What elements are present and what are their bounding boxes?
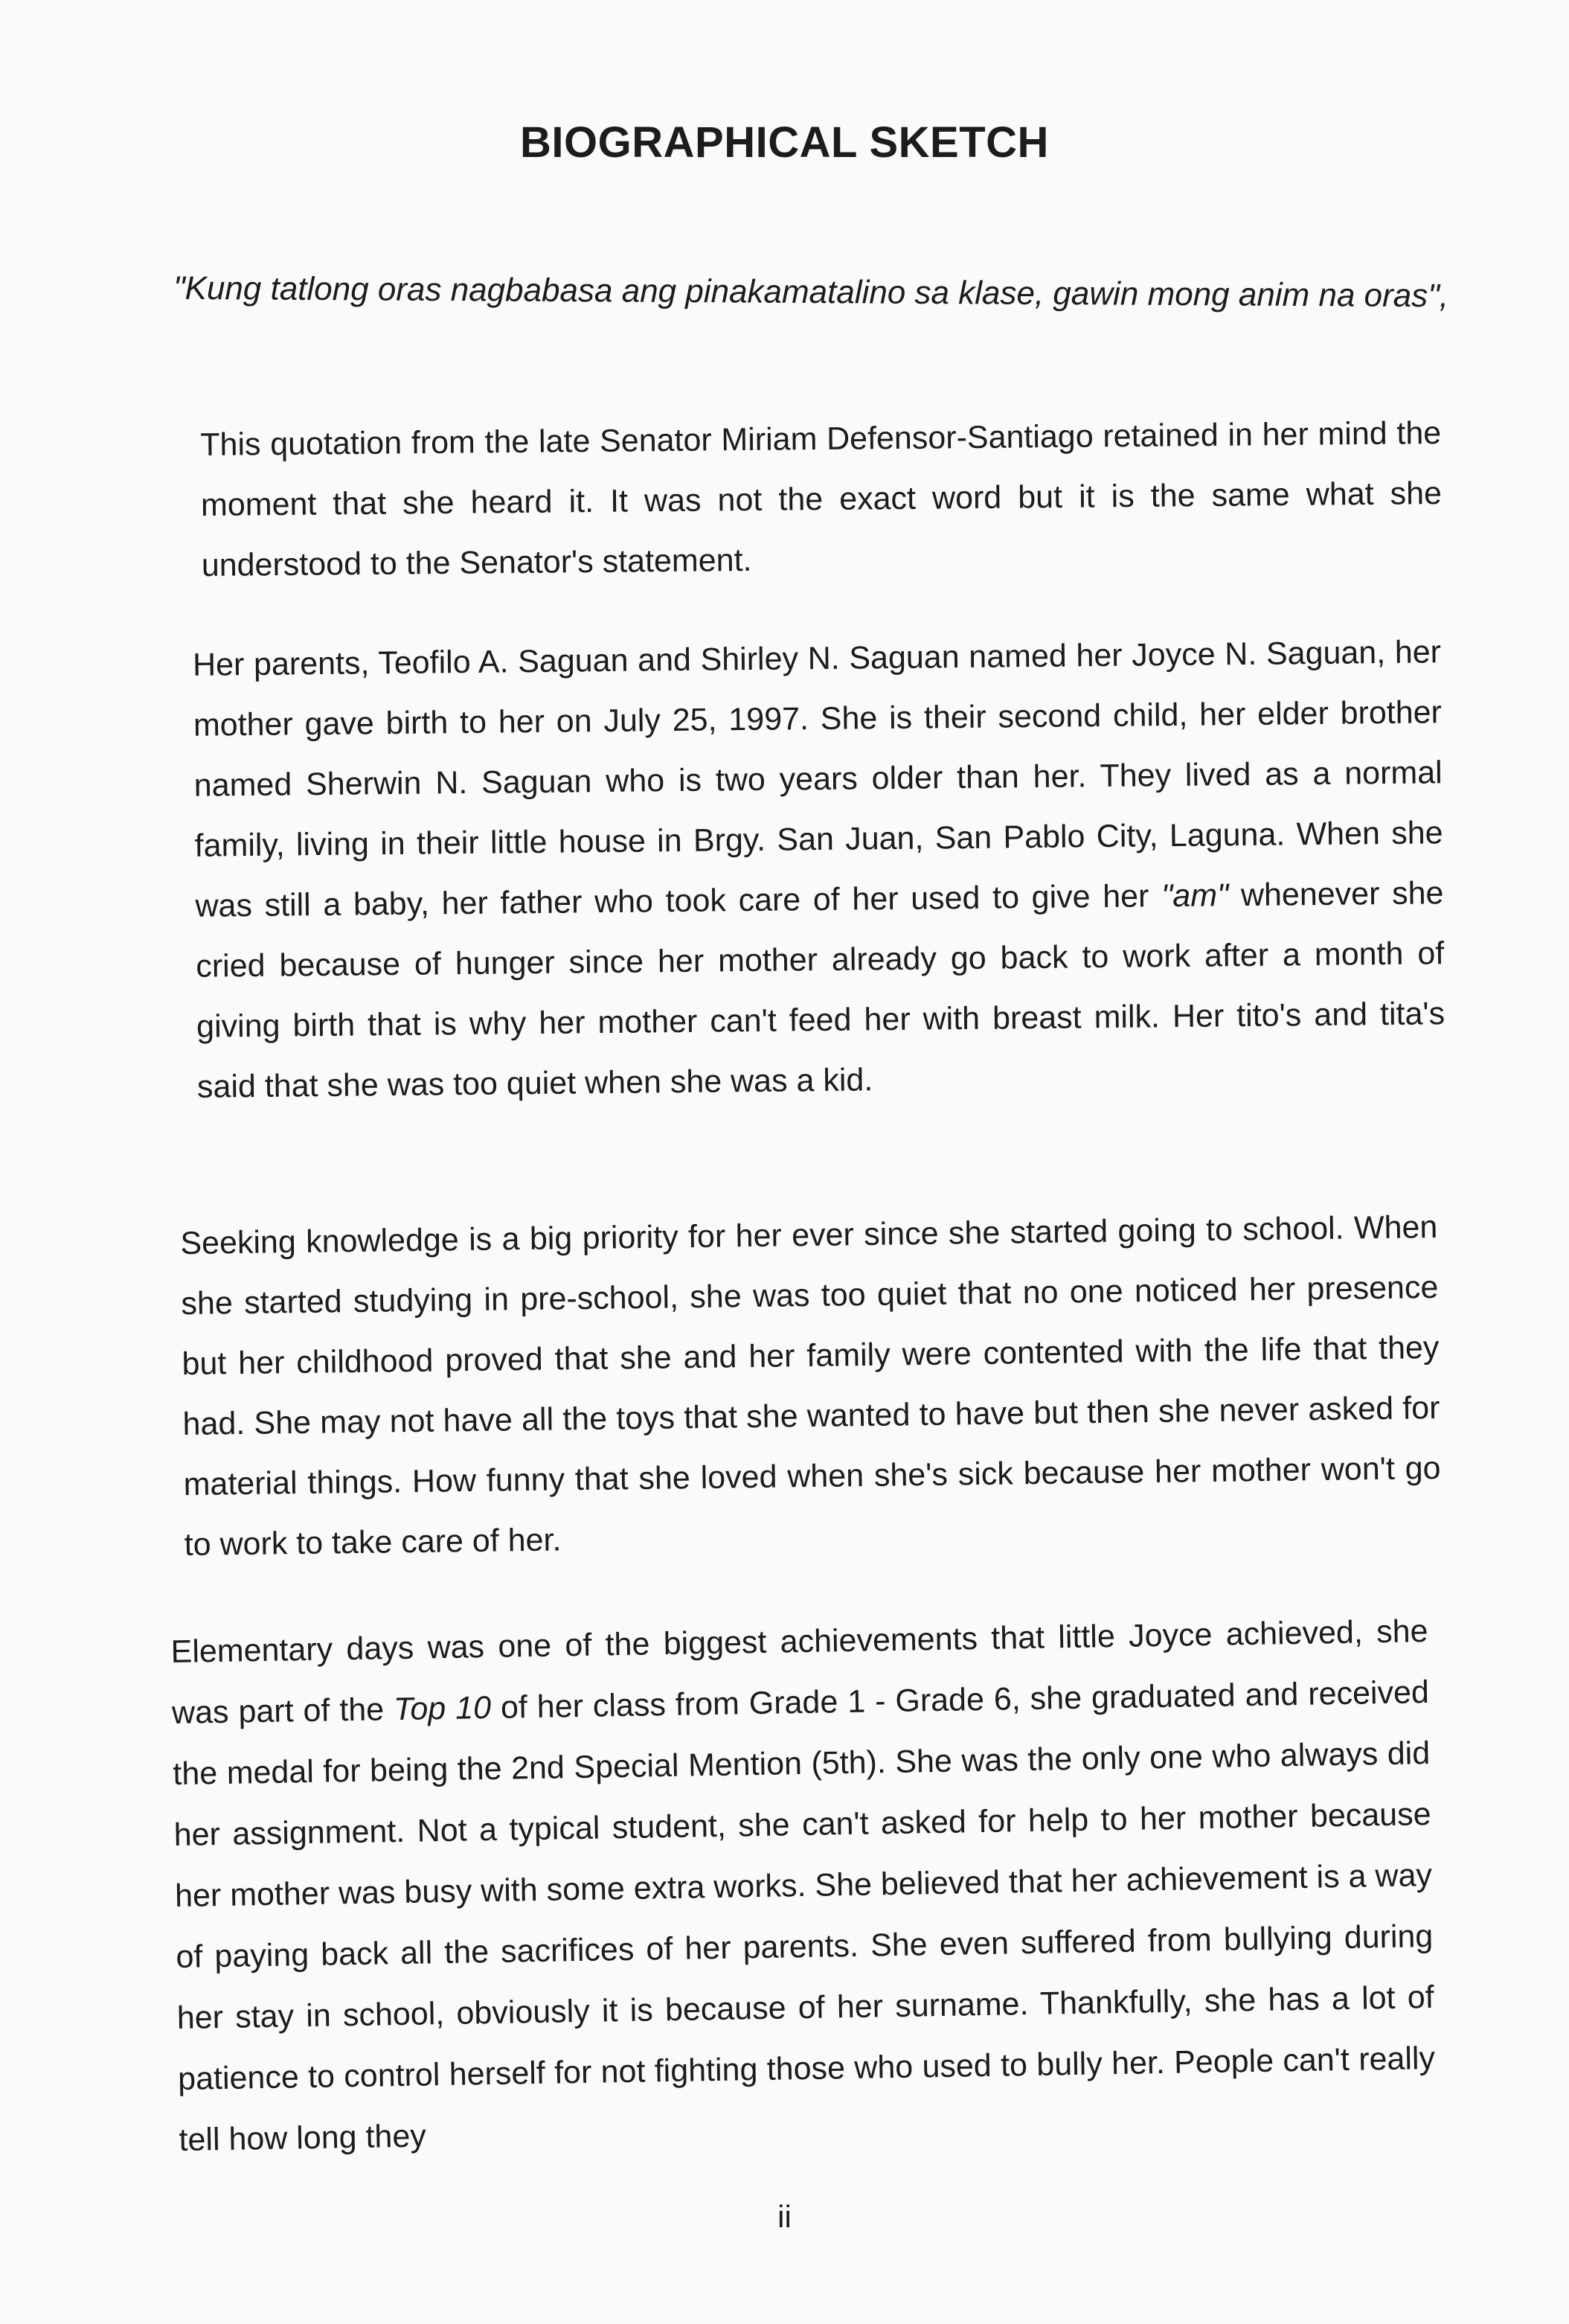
opening-quote: "Kung tatlong oras nagbabasa ang pinakamatalino sa klase, gawin mong anim na oras", [173, 269, 1449, 315]
page-number: ii [777, 2199, 792, 2234]
emphasized-word: "am" [1161, 877, 1229, 915]
paragraph-childhood: Seeking knowledge is a big priority for her ever since she started going to school. When she started studying in pre-school, she was too quiet that no one noticed her presence but her childhood proved that she and her family were contented with the life that they had. She may not have all the toys that she wanted to have but then she never asked for material things. How funny that she loved when she's sick because her mother won't go to work to take care of her. [180, 1209, 1441, 1563]
paragraph-text: whenever she cried because of hunger since her mother already go back to work after a month of giving birth that is why her mother can't feed her with breast milk. Her tito's and tita's said that she was too quiet when she was a kid. [196, 875, 1446, 1105]
paragraph-text: of her class from Grade 1 - Grade 6, she graduated and received the medal for being the 2nd Special Mention (5th). She was the only one who always did her assignment. Not a typical student, she can't asked for help to her mother because her mother was busy with some extra works. She believed that her achievement is a way of paying back all the sacrifices of her parents. She even suffered from bullying during her stay in school, obviously it is because of her surname. Thankfully, she has a lot of patience to control herself for not fighting those who used to bully her. People can't really tell how long they [172, 1674, 1436, 2158]
paragraph-quotation-source: This quotation from the late Senator Miriam Defensor-Santiago retained in her mind the moment that she heard it. It was not the exact word but it is the same what she understood to the Senator's statement. [200, 414, 1443, 584]
paragraph-text: Elementary days was one of the biggest achievements that little Joyce achieved, she was part of the [170, 1613, 1428, 1732]
paragraph-text: Her parents, Teofilo A. Saguan and Shirley N. Saguan named her Joyce N. Saguan, her mother gave birth to her on July 25, 1997. She is their second child, her elder brother named Sherwin N. Saguan who is two years older than her. They lived as a normal family, living in their little house in Brgy. San Juan, San Pablo City, Laguna. When she was still a baby, her father who took care of her used to give her [192, 634, 1443, 924]
paragraph-elementary [170, 1601, 1437, 2171]
page-title: BIOGRAPHICAL SKETCH [520, 118, 1049, 167]
paragraph-family-background [193, 622, 1446, 1118]
emphasized-phrase: Top 10 [393, 1689, 492, 1728]
